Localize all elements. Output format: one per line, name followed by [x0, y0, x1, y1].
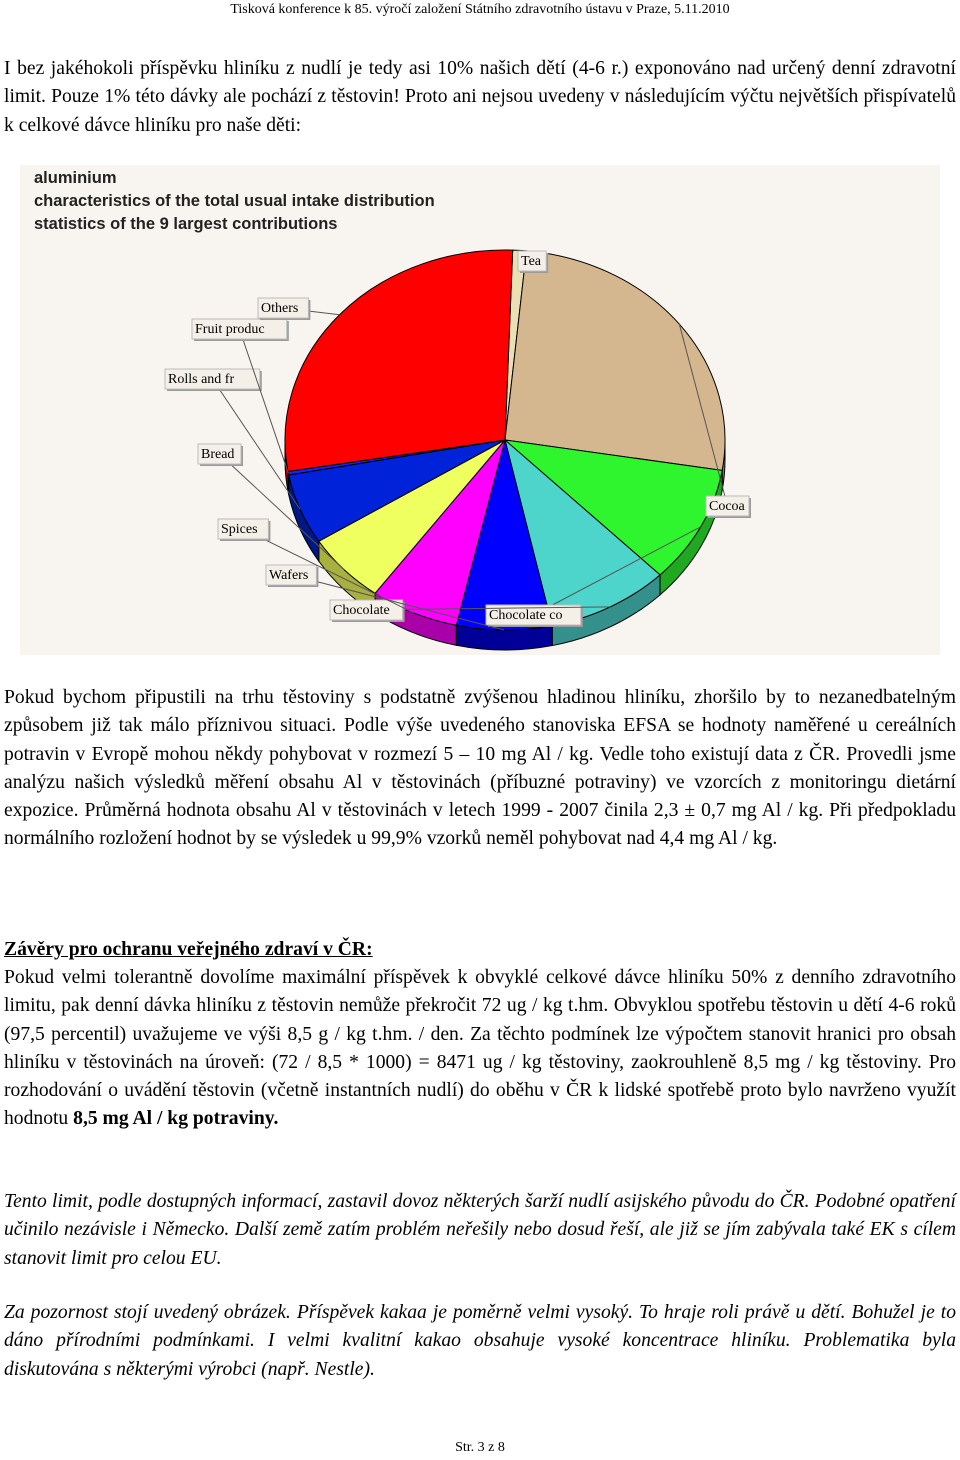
page-footer: Str. 3 z 8	[455, 1440, 505, 1455]
pie-slice-cocoa	[505, 251, 725, 470]
pie-slices	[285, 250, 725, 630]
pie-chart-canvas	[20, 165, 940, 655]
pie-leader-line	[239, 329, 288, 473]
intro-paragraph: I bez jakéhokoli příspěvku hliníku z nudlí je tedy asi 10% našich dětí (4-6 r.) exponováno nad určený denní zdravotní limit. Pouze 1% této dávky ale pochází z těstovin! Proto ani nejsou uvedeny v následujícím výčtu největších přispívatelů k celkové dávce hliníku pro naše děti:	[4, 58, 956, 136]
pie-label-fruit-produc: Fruit produc	[195, 322, 265, 337]
pie-label-chocolate: Chocolate	[333, 603, 390, 618]
page-header: Tisková konference k 85. výročí založení Státního zdravotního ústavu v Praze, 5.11.2010	[230, 2, 730, 17]
pie-label-rolls-and-fr: Rolls and fr	[168, 372, 235, 387]
chart-title-line-1: aluminium	[34, 169, 117, 187]
italic-paragraph-2: Za pozornost stojí uvedený obrázek. Příspěvek kakaa je poměrně velmi vysoký. To hraje roli právě u dětí. Bohužel je to dáno přírodními podmínkami. I velmi kvalitní kakao obsahuje vysoké koncentrace hliníku. Problematika byla diskutována s některými výrobci (např. Nestle).	[4, 1302, 956, 1380]
italic-paragraph-1: Tento limit, podle dostupných informací, zastavil dovoz některých šarží nudlí asijského původu do ČR. Podobné opatření učinilo nezávisle i Německo. Další země zatím problém neřešily nebo dosud řeší, ale již se jím zabývala také EK s cílem stanovit limit pro celou EU.	[4, 1191, 956, 1269]
pie-label-cocoa: Cocoa	[709, 499, 745, 514]
pie-label-spices: Spices	[221, 522, 258, 537]
pie-label-tea: Tea	[521, 254, 542, 269]
chart-title-line-2: characteristics of the total usual intake distribution	[34, 192, 435, 210]
pie-label-bread: Bread	[201, 447, 235, 462]
conclusion-heading: Závěry pro ochranu veřejného zdraví v ČR:	[4, 939, 373, 960]
body-paragraph-2-text: Pokud velmi tolerantně dovolíme maximální příspěvek k obvyklé celkové dávce hliníku 50% z denního zdravotního limitu, pak denní dávka hliníku z těstovin nemůže překročit 72 ug / kg t.hm. Obvyklou spotřebu těstovin u dětí 4-6 roků (97,5 percentil) uvažujeme ve výši 8,5 g / kg t.hm. / den. Za těchto podmínek lze výpočtem stanovit hranici pro obsah hliníku v těstovinách na úroveň: (72 / 8,5 * 1000) = 8471 ug / kg těstoviny, zaokrouhleně 8,5 mg / kg těstoviny. Pro rozhodování o uvádění těstovin (včetně instantních nudlí) do oběhu v ČR k lidské spotřebě proto bylo navrženo využít hodnotu	[4, 967, 956, 1130]
chart-title-line-3: statistics of the 9 largest contributions	[34, 215, 338, 233]
pie-label-chocolate-co: Chocolate co	[489, 608, 563, 623]
body-paragraph-1: Pokud bychom připustili na trhu těstoviny s podstatně zvýšenou hladinou hliníku, zhoršilo by to nezanedbatelným způsobem již tak málo příznivou situaci. Podle výše uvedeného stanoviska EFSA se hodnoty naměřené u cereálních potravin v Evropě mohou někdy pohybovat v rozmezí 5 – 10 mg Al / kg. Vedle toho existují data z ČR. Provedli jsme analýzu našich výsledků měření obsahu Al v těstovinách (příbuzné potraviny) ve vzorcích z monitoringu dietární expozice. Průměrná hodnota obsahu Al v těstovinách v letech 1999 - 2007 činila 2,3 ± 0,7 mg Al / kg. Při předpokladu normálního rozložení hodnot by se výsledek u 99,9% vzorků neměl pohybovat nad 4,4 mg Al / kg.	[4, 687, 956, 850]
pie-slice-others	[285, 250, 513, 471]
body-paragraph-2	[4, 964, 956, 1134]
limit-value: 8,5 mg Al / kg potraviny.	[73, 1108, 279, 1130]
pie-label-wafers: Wafers	[269, 568, 309, 583]
pie-chart	[20, 165, 940, 655]
pie-label-others: Others	[261, 301, 299, 316]
